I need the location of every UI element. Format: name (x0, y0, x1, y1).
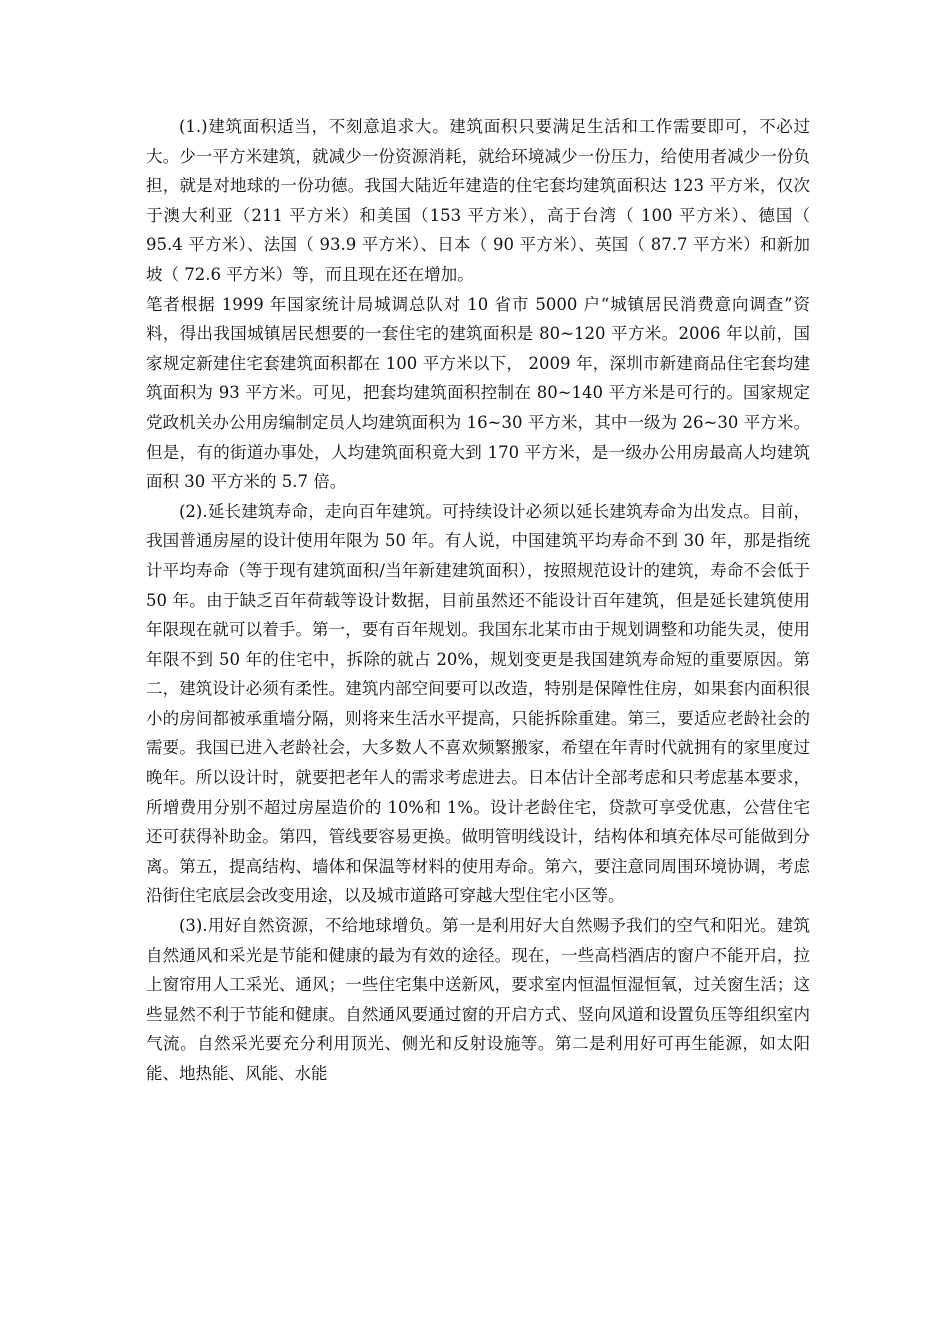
paragraph-survey-data: 笔者根据 1999 年国家统计局城调总队对 10 省市 5000 户“城镇居民消费意向调查”资料，得出我国城镇居民想要的一套住宅的建筑面积是 80~120 平方米。2006 年以前，国家规定新建住宅套建筑面积都在 100 平方米以下， 2009 年，深圳市新建商品住宅套均建筑面积为 93 平方米。可见，把套均建筑面积控制在 80~140 平方米是可行的。国家规定党政机关办公用房编制定员人均建筑面积为 16~30 平方米，其中一级为 26~30 平方米。但是，有的街道办事处，人均建筑面积竟大到 170 平方米，是一级办公用房最高人均建筑面积 30 平方米的 5.7 倍。 (146, 294, 810, 492)
paragraph-building-area: (1.)建筑面积适当，不刻意追求大。建筑面积只要满足生活和工作需要即可，不必过大。少一平方米建筑，就减少一份资源消耗，就给环境减少一份压力，给使用者减少一份负担，就是对地球的一份功德。我国大陆近年建造的住宅套均建筑面积达 123 平方米，仅次于澳大利亚（211 平方米）和美国（153 平方米），高于台湾（ 100 平方米）、德国（ 95.4 平方米）、法国（ 93.9 平方米）、日本（ 90 平方米）、英国（ 87.7 平方米）和新加坡（ 72.6 平方米）等，而且现在还在增加。 (146, 117, 810, 284)
paragraph-natural-resources: (3).用好自然资源，不给地球增负。第一是利用好大自然赐予我们的空气和阳光。建筑自然通风和采光是节能和健康的最为有效的途径。现在，一些高档酒店的窗户不能开启，拉上窗帘用人工采光、通风；一些住宅集中送新风，要求室内恒温恒湿恒氧，过关窗生活；这些显然不利于节能和健康。自然通风要通过窗的开启方式、竖向风道和设置负压等组织室内气流。自然采光要充分利用顶光、侧光和反射设施等。第二是利用好可再生能源，如太阳能、地热能、风能、水能 (146, 916, 810, 1083)
document-page (146, 112, 810, 1089)
paragraph-building-lifespan: (2).延长建筑寿命，走向百年建筑。可持续设计必须以延长建筑寿命为出发点。目前，我国普通房屋的设计使用年限为 50 年。有人说，中国建筑平均寿命不到 30 年，那是指统计平均寿命（等于现有建筑面积/当年新建建筑面积），按照规范设计的建筑，寿命不会低于 50 年。由于缺乏百年荷载等设计数据，目前虽然还不能设计百年建筑，但是延长建筑使用年限现在就可以着手。第一，要有百年规划。我国东北某市由于规划调整和功能失灵，使用年限不到 50 年的住宅中，拆除的就占 20%，规划变更是我国建筑寿命短的重要原因。第二，建筑设计必须有柔性。建筑内部空间要可以改造，特别是保障性住房，如果套内面积很小的房间都被承重墙分隔，则将来生活水平提高，只能拆除重建。第三，要适应老龄社会的需要。我国已进入老龄社会，大多数人不喜欢频繁搬家，希望在年青时代就拥有的家里度过晚年。所以设计时，就要把老年人的需求考虑进去。日本估计全部考虑和只考虑基本要求，所增费用分别不超过房屋造价的 10%和 1%。设计老龄住宅，贷款可享受优惠，公营住宅还可获得补助金。第四，管线要容易更换。做明管明线设计，结构体和填充体尽可能做到分离。第五，提高结构、墙体和保温等材料的使用寿命。第六，要注意同周围环境协调，考虑沿街住宅底层会改变用途，以及城市道路可穿越大型住宅小区等。 (146, 501, 810, 906)
